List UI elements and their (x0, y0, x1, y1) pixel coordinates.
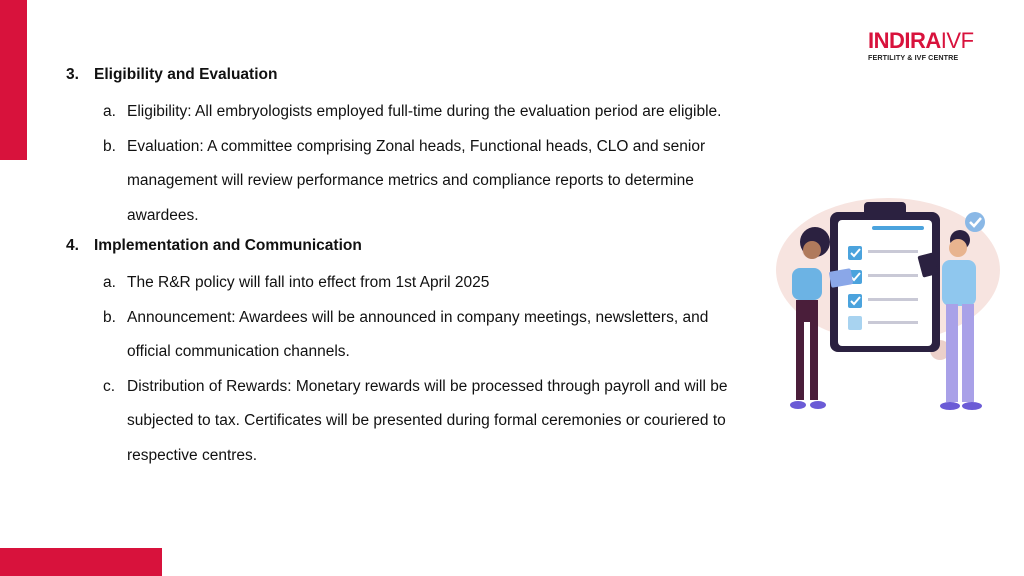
logo-brand-bold: INDIRA (868, 28, 941, 53)
logo-wordmark (868, 30, 993, 52)
item-text: Eligibility: All embryologists employed full-time during the evaluation period are eligible. (127, 103, 722, 120)
checklist-line (868, 321, 918, 324)
checklist-illustration (770, 190, 1000, 425)
item-letter: b. (103, 308, 116, 326)
list-item (103, 301, 746, 370)
list-item (103, 130, 746, 234)
item-letter: a. (103, 274, 116, 291)
item-letter: b. (103, 137, 116, 155)
section-number: 3. (66, 66, 79, 83)
checkbox-empty-icon (848, 316, 862, 330)
checkbox-checked-icon (848, 246, 862, 260)
list-item (103, 95, 746, 130)
list-item (103, 266, 746, 301)
section-eligibility (66, 62, 746, 233)
item-text: Announcement: Awardees will be announced in company meetings, newsletters, and official communication channels. (127, 308, 709, 360)
check-badge-icon (965, 212, 985, 232)
section-items (66, 266, 746, 473)
section-heading (66, 62, 746, 87)
indira-ivf-logo (868, 30, 993, 62)
bottom-accent-bar (0, 548, 162, 576)
item-text: The R&R policy will fall into effect from 1st April 2025 (127, 274, 490, 291)
item-letter: a. (103, 103, 116, 120)
item-text: Evaluation: A committee comprising Zonal heads, Functional heads, CLO and senior management will review performance metrics and compliance reports to determine awardees. (127, 137, 706, 224)
item-text: Distribution of Rewards: Monetary rewards will be processed through payroll and will be subjected to tax. Certificates will be presented during formal ceremonies or couriered to respective centres. (127, 377, 728, 464)
logo-brand-light: IVF (940, 28, 974, 53)
item-letter: c. (103, 377, 116, 395)
policy-content (66, 62, 746, 473)
clipboard-clip (864, 202, 906, 218)
checklist-line (868, 250, 918, 253)
checklist-line (868, 274, 918, 277)
section-title: Eligibility and Evaluation (94, 66, 278, 83)
section-items (66, 95, 746, 233)
list-item (103, 370, 746, 474)
checklist-line (868, 298, 918, 301)
section-heading (66, 233, 746, 258)
logo-tagline: FERTILITY & IVF CENTRE (868, 53, 959, 62)
section-implementation (66, 233, 746, 473)
checkbox-checked-icon (848, 294, 862, 308)
clipboard-header-line (872, 226, 924, 230)
section-title: Implementation and Communication (94, 237, 362, 254)
section-number: 4. (66, 237, 79, 254)
left-accent-bar (0, 0, 27, 160)
